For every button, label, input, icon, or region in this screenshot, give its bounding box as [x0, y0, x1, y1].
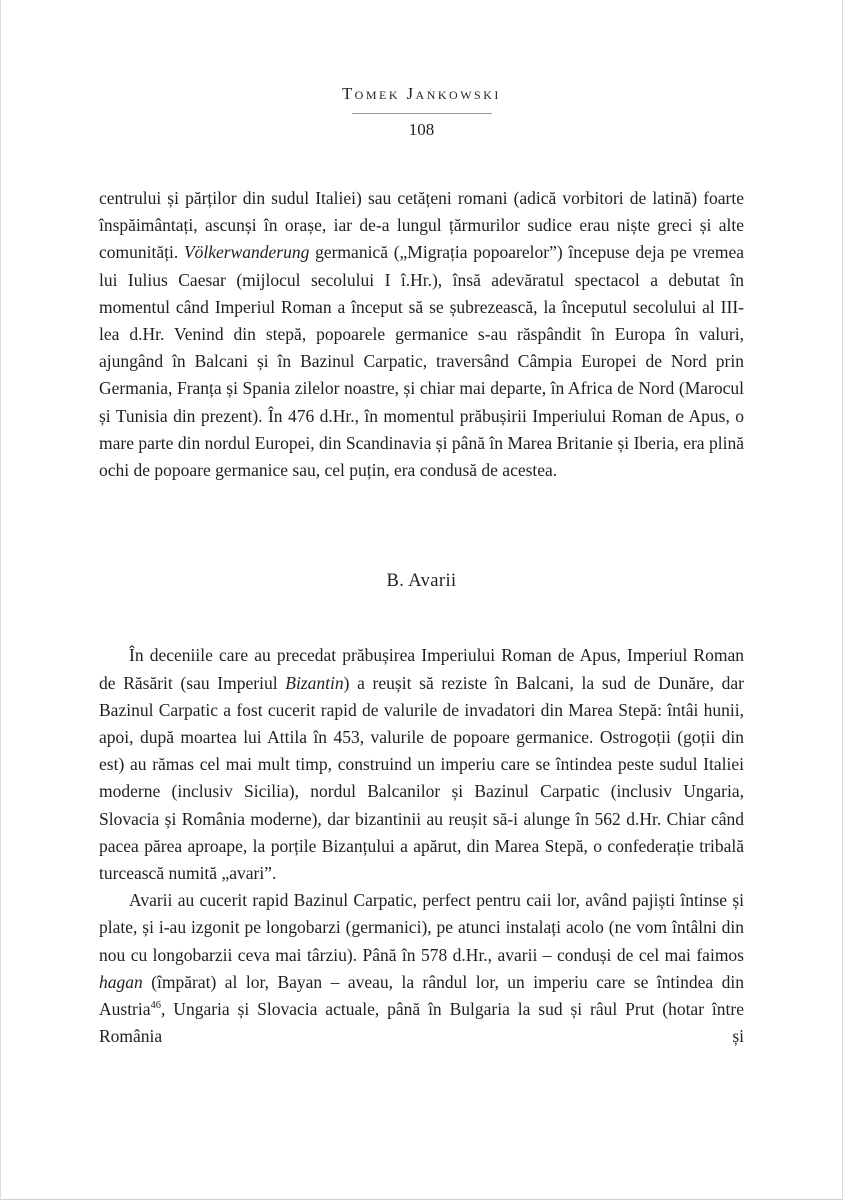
running-head: [1, 0, 842, 140]
text-run: germanică („Migrația popoarelor”) începuse deja pe vremea lui Iulius Caesar (mijlocul secolului I î.Hr.), însă adevăratul spectacol a debutat în momentul când Imperiul Roman a început să se șubrezească, la începutul secolului al III-lea d.Hr. Venind din stepă, popoarele germanice s-au răspândit în Europa în valuri, ajungând în Balcani și în Bazinul Carpatic, traversând Câmpia Europei de Nord prin Germania, Franța și Spania zilelor noastre, și chiar mai departe, în Africa de Nord (Marocul și Tunisia din prezent). În 476 d.Hr., în momentul prăbușirii Imperiului Roman de Apus, o mare parte din nordul Europei, din Scandinavia și până în Marea Britanie și Iberia, era plină ochi de popoare germanice sau, cel puțin, era condusă de acestea.: [99, 242, 744, 481]
footnote-ref-46: 46: [150, 1000, 162, 1012]
header-rule: [352, 113, 492, 114]
page-body: [99, 185, 744, 1050]
paragraph-avars-intro: [99, 642, 744, 887]
text-run: ) a reușit să reziste în Balcani, la sud de Dunăre, dar Bazinul Carpatic a fost cucerit rapid de valurile de invadatori din Marea Stepă: întâi hunii, apoi, după moartea lui Attila în 453, valurile de popoare germanice. Ostrogoții (goții din est) au rămas cel mai mult timp, construind un imperiu care se întindea peste sudul Italiei moderne (inclusiv Sicilia), nordul Balcanilor și Bazinul Carpatic (inclusiv Ungaria, Slovacia și România moderne), dar bizantinii au reușit să-i alunge în 562 d.Hr. Chiar când pacea părea aproape, la porțile Bizanțului a apărut, din Marea Stepă, o confederație tribală turcească numită „avari”.: [99, 672, 744, 884]
text-run: Avarii au cucerit rapid Bazinul Carpatic, perfect pentru caii lor, având pajiști întinse și plate, și i-au izgonit pe longobarzi (germanici), pe atunci instalați acolo (ne vom întâlni din nou cu longobarzii ceva mai târziu). Până în 578 d.Hr., avarii – conduși de cel mai faimos: [99, 890, 744, 965]
section-heading: B. Avarii: [386, 571, 457, 592]
italic-term-hagan: hagan: [99, 971, 143, 992]
text-run: În deceniile care au precedat prăbușirea Imperiului Roman de Apus, Imperiul Roman de Răsărit (sau Imperiul: [99, 645, 744, 693]
italic-term-bizantin: Bizantin: [285, 672, 344, 693]
text-run: (împărat) al lor, Bayan – aveau, la rândul lor, un imperiu care se întindea din Austria: [99, 971, 744, 1020]
running-head-author: Tomek Jankowski: [342, 84, 501, 103]
paragraph-avars-conquest: [99, 887, 744, 1050]
italic-term-volkerwanderung: Völkerwanderung: [183, 242, 310, 263]
paragraph-continuation: [99, 185, 744, 484]
text-run: , Ungaria și Slovacia actuale, până în Bulgaria la sud și râul Prut (hotar între România și: [99, 999, 744, 1047]
page-number: 108: [408, 120, 435, 139]
text-run: centrului și părților din sudul Italiei) sau cetățeni romani (adică vorbitori de latină) foarte înspăimântați, ascunși în orașe, iar de-a lungul țărmurilor sudice erau niște greci și alte comunități.: [99, 188, 744, 263]
